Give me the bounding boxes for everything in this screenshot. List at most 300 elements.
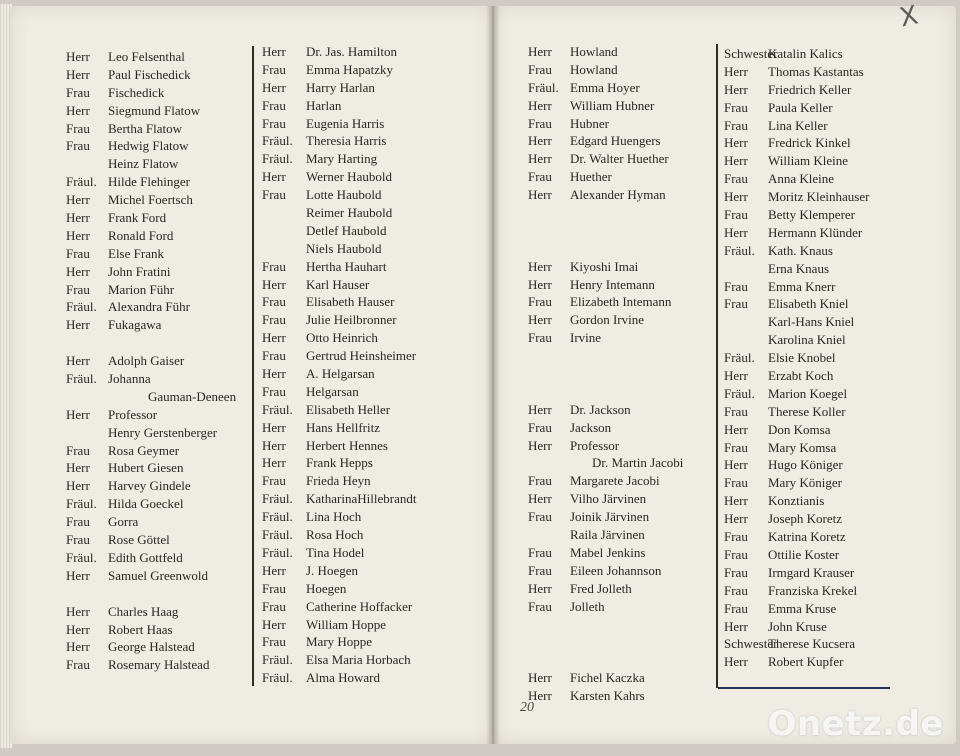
person-name: Fischedick <box>108 84 165 100</box>
list-item <box>262 419 416 437</box>
list-item <box>262 454 416 472</box>
salutation: Frau <box>262 294 286 310</box>
list-item <box>66 173 236 191</box>
list-item <box>66 281 236 299</box>
salutation: Frau <box>262 634 286 650</box>
list-item <box>724 635 869 653</box>
list-item <box>528 401 683 419</box>
person-name: Mary Königer <box>768 475 843 491</box>
list-item <box>66 48 236 66</box>
salutation: Herr <box>528 312 552 328</box>
salutation: Fräul. <box>262 527 293 543</box>
list-item <box>66 424 236 442</box>
person-name: Rosa Geymer <box>108 442 180 458</box>
salutation: Herr <box>724 457 748 473</box>
list-item <box>66 298 236 316</box>
list-item <box>262 276 416 294</box>
person-name: Erzabt Koch <box>768 368 834 384</box>
person-name: Samuel Greenwold <box>108 567 209 583</box>
salutation: Herr <box>262 276 286 292</box>
salutation: Frau <box>66 514 90 530</box>
salutation: Herr <box>262 437 286 453</box>
list-item <box>262 401 416 419</box>
person-name: Irvine <box>570 330 602 346</box>
salutation: Frau <box>724 564 748 580</box>
person-name: Mary Harting <box>306 151 378 167</box>
salutation: Herr <box>724 224 748 240</box>
person-name: Karolina Kniel <box>768 332 846 348</box>
person-name: Bertha Flatow <box>108 120 183 136</box>
salutation: Herr <box>724 511 748 527</box>
salutation: Herr <box>66 66 90 82</box>
salutation: Frau <box>262 383 286 399</box>
person-name: Jolleth <box>570 598 605 614</box>
salutation: Herr <box>724 368 748 384</box>
salutation: Fräul. <box>724 350 755 366</box>
salutation: Fräul. <box>262 151 293 167</box>
list-item <box>66 84 236 102</box>
person-name: Herbert Hennes <box>306 437 388 453</box>
salutation: Frau <box>262 473 286 489</box>
column-divider-right <box>716 44 718 688</box>
person-name: Betty Klemperer <box>768 207 855 223</box>
salutation: Fräul. <box>66 174 97 190</box>
list-item <box>724 170 869 188</box>
person-name: Charles Haag <box>108 603 179 619</box>
person-name: Niels Haubold <box>306 240 382 256</box>
salutation: Frau <box>66 442 90 458</box>
salutation: Herr <box>724 618 748 634</box>
salutation: Fräul. <box>262 652 293 668</box>
list-item <box>66 406 236 424</box>
list-item <box>66 656 236 674</box>
list-item <box>262 472 416 490</box>
salutation: Frau <box>66 120 90 136</box>
salutation: Frau <box>528 294 552 310</box>
person-name: William Kleine <box>768 153 848 169</box>
salutation: Herr <box>724 81 748 97</box>
person-name: Edgard Huengers <box>570 133 661 149</box>
person-name: Hedwig Flatow <box>108 138 189 154</box>
name-column-1 <box>66 48 236 674</box>
person-name: Gorra <box>108 514 139 530</box>
salutation: Herr <box>528 437 552 453</box>
list-item <box>528 43 683 61</box>
person-name: J. Hoegen <box>306 562 358 578</box>
salutation: Herr <box>66 49 90 64</box>
person-name: Howland <box>570 44 618 59</box>
salutation: Frau <box>528 330 552 346</box>
person-name: Paula Keller <box>768 99 833 115</box>
salutation: Fräul. <box>66 549 97 565</box>
list-item <box>66 263 236 281</box>
list-item <box>66 603 236 621</box>
page-number: 20 <box>520 700 534 715</box>
person-name: Elisabeth Heller <box>306 401 391 417</box>
list-item <box>528 669 683 687</box>
list-item <box>724 582 869 600</box>
salutation: Frau <box>528 562 552 578</box>
salutation: Frau <box>528 61 552 77</box>
person-name: George Halstead <box>108 639 195 655</box>
list-item <box>724 349 869 367</box>
salutation: Herr <box>724 189 748 205</box>
list-item <box>262 508 416 526</box>
person-name: Eugenia Harris <box>306 115 385 131</box>
spacer <box>528 651 683 669</box>
salutation: Frau <box>724 99 748 115</box>
list-item <box>262 544 416 562</box>
list-item <box>66 495 236 513</box>
list-item <box>262 97 416 115</box>
list-item <box>262 311 416 329</box>
salutation: Fräul. <box>528 79 559 95</box>
list-item <box>528 526 683 544</box>
person-name: Irmgard Krauser <box>768 564 855 580</box>
salutation: Fräul. <box>262 401 293 417</box>
salutation: Fräul. <box>262 133 293 149</box>
person-name: Johanna <box>108 371 151 387</box>
list-item <box>262 616 416 634</box>
person-name: Hans Hellfritz <box>306 419 381 435</box>
list-item <box>66 388 236 406</box>
spacer <box>528 633 683 651</box>
list-item <box>528 293 683 311</box>
salutation: Frau <box>262 348 286 364</box>
salutation: Frau <box>262 187 286 203</box>
person-name: Otto Heinrich <box>306 330 378 346</box>
list-item <box>66 567 236 585</box>
salutation: Fräul. <box>66 496 97 512</box>
person-name: Hubert Giesen <box>108 460 184 476</box>
salutation: Fräul. <box>262 544 293 560</box>
salutation: Frau <box>724 403 748 419</box>
person-name: Hermann Klünder <box>768 224 863 240</box>
salutation: Frau <box>724 475 748 491</box>
list-item <box>66 621 236 639</box>
list-item <box>724 134 869 152</box>
list-item <box>724 474 869 492</box>
list-item <box>262 580 416 598</box>
list-item <box>66 66 236 84</box>
list-item <box>724 421 869 439</box>
list-item <box>724 313 869 331</box>
list-item <box>724 45 869 63</box>
column-divider-left <box>252 46 254 686</box>
salutation: Frau <box>724 171 748 187</box>
list-item <box>724 295 869 313</box>
salutation: Frau <box>262 580 286 596</box>
list-item <box>262 150 416 168</box>
spacer <box>528 347 683 365</box>
person-name: Henry Intemann <box>570 276 655 292</box>
person-name: Harry Harlan <box>306 79 375 95</box>
spacer <box>528 240 683 258</box>
person-name: Raila Järvinen <box>570 527 645 543</box>
person-name: Karl-Hans Kniel <box>768 314 855 330</box>
list-item <box>724 206 869 224</box>
salutation: Fräul. <box>262 670 293 686</box>
list-item <box>724 385 869 403</box>
person-name: Siegmund Flatow <box>108 102 201 118</box>
salutation: Herr <box>66 621 90 637</box>
list-item <box>724 653 869 671</box>
list-item <box>262 437 416 455</box>
person-name: Hoegen <box>306 580 347 596</box>
list-item <box>66 459 236 477</box>
salutation: Herr <box>528 133 552 149</box>
person-name: Fred Jolleth <box>570 580 632 596</box>
person-name: Robert Kupfer <box>768 654 844 670</box>
list-item <box>724 456 869 474</box>
salutation: Frau <box>724 546 748 562</box>
person-name: Helgarsan <box>306 383 359 399</box>
salutation: Herr <box>66 102 90 118</box>
person-name: Gertrud Heinsheimer <box>306 348 417 364</box>
list-item <box>528 150 683 168</box>
person-name: A. Helgarsan <box>306 366 375 382</box>
list-item <box>528 508 683 526</box>
salutation: Herr <box>66 478 90 494</box>
salutation: Herr <box>528 151 552 167</box>
salutation: Frau <box>528 169 552 185</box>
person-name: Dr. Martin Jacobi <box>592 455 684 471</box>
list-item <box>262 633 416 651</box>
ink-underline <box>718 687 890 689</box>
person-name: Robert Haas <box>108 621 173 637</box>
person-name: KatharinaHillebrandt <box>306 491 417 507</box>
salutation: Herr <box>528 187 552 203</box>
salutation: Herr <box>262 419 286 435</box>
salutation: Herr <box>262 330 286 346</box>
person-name: Erna Knaus <box>768 260 830 276</box>
salutation: Frau <box>528 509 552 525</box>
list-item <box>528 490 683 508</box>
salutation: Frau <box>66 84 90 100</box>
salutation: Herr <box>724 421 748 437</box>
salutation: Herr <box>528 276 552 292</box>
person-name: Rose Göttel <box>108 532 170 548</box>
person-name: Harlan <box>306 97 342 113</box>
list-item <box>262 258 416 276</box>
person-name: Leo Felsenthal <box>108 49 185 64</box>
list-item <box>262 347 416 365</box>
list-item <box>724 403 869 421</box>
person-name: Eileen Johannson <box>570 562 662 578</box>
list-item <box>66 513 236 531</box>
person-name: Catherine Hoffacker <box>306 598 413 614</box>
list-item <box>528 132 683 150</box>
list-item <box>528 544 683 562</box>
salutation: Frau <box>66 245 90 261</box>
list-item <box>66 209 236 227</box>
list-item <box>724 117 869 135</box>
salutation: Fräul. <box>66 371 97 387</box>
list-item <box>66 155 236 173</box>
salutation: Frau <box>724 582 748 598</box>
list-item <box>66 102 236 120</box>
list-item <box>724 546 869 564</box>
list-item <box>724 510 869 528</box>
spacer <box>528 616 683 634</box>
salutation: Herr <box>528 580 552 596</box>
person-name: Fredrick Kinkel <box>768 135 851 151</box>
list-item <box>528 276 683 294</box>
list-item <box>66 370 236 388</box>
person-name: Lotte Haubold <box>306 187 382 203</box>
list-item <box>66 191 236 209</box>
person-name: Joseph Koretz <box>768 511 843 527</box>
name-column-3 <box>528 43 683 705</box>
person-name: Therese Kucsera <box>768 636 855 652</box>
list-item <box>528 311 683 329</box>
list-item <box>528 472 683 490</box>
person-name: Hugo Königer <box>768 457 843 473</box>
salutation: Frau <box>528 115 552 131</box>
person-name: William Hubner <box>570 97 655 113</box>
person-name: John Fratini <box>108 263 171 279</box>
list-item <box>724 331 869 349</box>
list-item <box>528 168 683 186</box>
salutation: Frau <box>528 419 552 435</box>
person-name: Ottilie Koster <box>768 546 840 562</box>
person-name: Elsie Knobel <box>768 350 836 366</box>
salutation: Frau <box>724 600 748 616</box>
list-item <box>724 63 869 81</box>
list-item <box>724 188 869 206</box>
person-name: Alma Howard <box>306 670 381 686</box>
list-item <box>262 79 416 97</box>
salutation: Schwester <box>724 636 778 652</box>
person-name: Edith Gottfeld <box>108 549 183 565</box>
person-name: Professor <box>108 406 158 422</box>
person-name: Emma Hapatzky <box>306 61 393 77</box>
list-item <box>66 638 236 656</box>
person-name: Moritz Kleinhauser <box>768 189 870 205</box>
person-name: Frieda Heyn <box>306 473 371 489</box>
list-item <box>262 598 416 616</box>
salutation: Herr <box>66 460 90 476</box>
salutation: Herr <box>262 366 286 382</box>
person-name: Hilde Flehinger <box>108 174 190 190</box>
person-name: Werner Haubold <box>306 169 392 185</box>
list-item <box>262 204 416 222</box>
list-item <box>724 81 869 99</box>
salutation: Herr <box>528 688 552 704</box>
salutation: Herr <box>528 401 552 417</box>
list-item <box>262 293 416 311</box>
salutation: Herr <box>724 135 748 151</box>
list-item <box>724 492 869 510</box>
person-name: Vilho Järvinen <box>570 491 647 507</box>
list-item <box>528 580 683 598</box>
person-name: Franziska Krekel <box>768 582 858 598</box>
list-item <box>528 329 683 347</box>
list-item <box>724 152 869 170</box>
person-name: John Kruse <box>768 618 827 634</box>
list-item <box>262 186 416 204</box>
person-name: Howland <box>570 61 618 77</box>
list-item <box>66 531 236 549</box>
person-name: Michel Foertsch <box>108 192 193 208</box>
person-name: Gordon Irvine <box>570 312 645 328</box>
salutation: Herr <box>262 616 286 632</box>
spacer <box>528 365 683 383</box>
list-item <box>528 79 683 97</box>
salutation: Herr <box>724 493 748 509</box>
person-name: Katrina Koretz <box>768 529 846 545</box>
person-name: Frank Ford <box>108 210 167 226</box>
person-name: Lina Keller <box>768 117 828 133</box>
salutation: Herr <box>66 406 90 422</box>
person-name: Huether <box>570 169 612 185</box>
salutation: Frau <box>262 598 286 614</box>
person-name: Hilda Goeckel <box>108 496 184 512</box>
salutation: Herr <box>66 567 90 583</box>
salutation: Frau <box>724 296 748 312</box>
person-name: Konztianis <box>768 493 825 509</box>
salutation: Herr <box>66 192 90 208</box>
person-name: Dr. Jackson <box>570 401 631 417</box>
list-item <box>528 186 683 204</box>
salutation: Herr <box>66 227 90 243</box>
salutation: Herr <box>262 44 286 59</box>
list-item <box>262 651 416 669</box>
salutation: Herr <box>66 639 90 655</box>
book-gutter <box>486 6 500 744</box>
person-name: Karl Hauser <box>306 276 370 292</box>
salutation: Frau <box>262 312 286 328</box>
person-name: Therese Koller <box>768 403 846 419</box>
person-name: Marion Koegel <box>768 385 848 401</box>
person-name: William Hoppe <box>306 616 386 632</box>
salutation: Frau <box>66 532 90 548</box>
salutation: Herr <box>262 562 286 578</box>
list-item <box>528 598 683 616</box>
salutation: Frau <box>724 207 748 223</box>
person-name: Elisabeth Hauser <box>306 294 395 310</box>
person-name: Henry Gerstenberger <box>108 424 218 440</box>
list-item <box>724 99 869 117</box>
list-item <box>66 120 236 138</box>
salutation: Fräul. <box>724 242 755 258</box>
person-name: Emma Hoyer <box>570 79 640 95</box>
list-item <box>528 61 683 79</box>
spacer <box>66 585 236 603</box>
salutation: Frau <box>724 529 748 545</box>
person-name: Fukagawa <box>108 317 162 333</box>
person-name: Fichel Kaczka <box>570 670 645 686</box>
list-item <box>262 222 416 240</box>
person-name: Mabel Jenkins <box>570 544 646 560</box>
salutation: Herr <box>724 654 748 670</box>
person-name: Jackson <box>570 419 612 435</box>
salutation: Frau <box>528 598 552 614</box>
list-item <box>262 383 416 401</box>
salutation: Frau <box>66 281 90 297</box>
name-column-4 <box>724 45 869 671</box>
person-name: Mary Hoppe <box>306 634 373 650</box>
spacer <box>528 222 683 240</box>
salutation: Frau <box>262 97 286 113</box>
person-name: Rosa Hoch <box>306 527 364 543</box>
list-item <box>724 242 869 260</box>
list-item <box>66 227 236 245</box>
person-name: Friedrich Keller <box>768 81 852 97</box>
list-item <box>262 115 416 133</box>
list-item <box>724 600 869 618</box>
person-name: Else Frank <box>108 245 164 261</box>
